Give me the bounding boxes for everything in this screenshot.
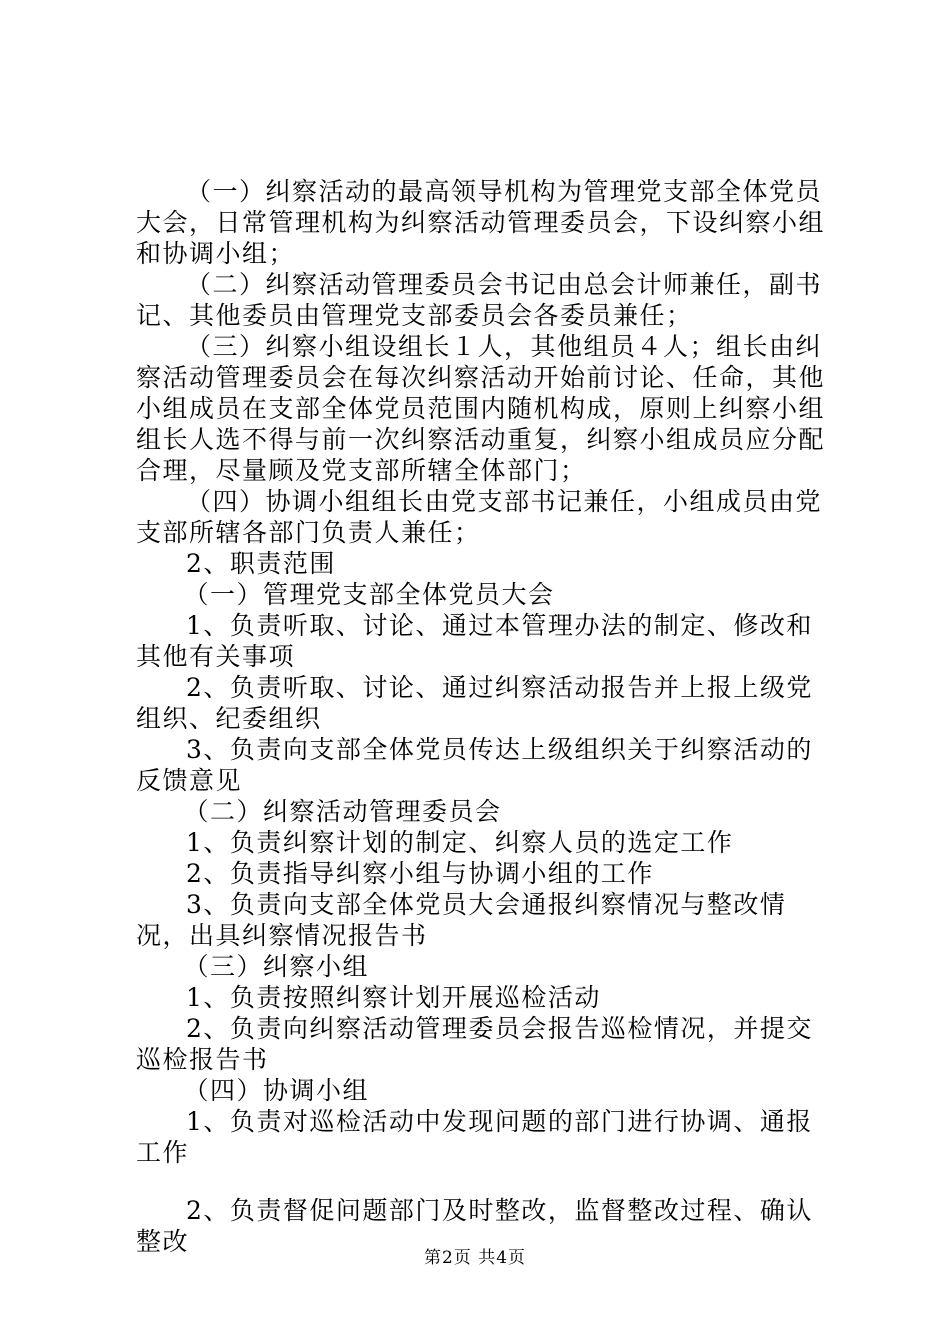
- list-item: 2、负责督促问题部门及时整改，监督整改过程、确认整改: [136, 1196, 813, 1256]
- page-number-footer: 第2页 共4页: [423, 1248, 527, 1268]
- section-heading: 2、职责范围: [186, 549, 336, 578]
- list-item: 2、负责向纠察活动管理委员会报告巡检情况，并提交巡检报告书: [136, 1014, 813, 1074]
- list-item: 2、负责指导纠察小组与协调小组的工作: [186, 859, 654, 888]
- paragraph: （四）协调小组组长由党支部书记兼任，小组成员由党支部所辖各部门负责人兼任；: [136, 487, 823, 547]
- list-item: 1、负责纠察计划的制定、纠察人员的选定工作: [186, 828, 734, 857]
- paragraph: （三）纠察小组设组长１人，其他组员４人；组长由纠察活动管理委员会在每次纠察活动开始前讨论、任命，其他小组成员在支部全体党员范围内随机构成，原则上纠察小组组长人选不得与前一次纠察活动重复，纠察小组成员应分配合理，尽量顾及党支部所辖全体部门；: [136, 332, 826, 485]
- subsection-heading: （二）纠察活动管理委员会: [183, 797, 502, 826]
- subsection-heading: （四）协调小组: [183, 1076, 370, 1105]
- subsection-heading: （三）纠察小组: [183, 952, 370, 981]
- list-item: 2、负责听取、讨论、通过纠察活动报告并上报上级党组织、纪委组织: [136, 673, 813, 733]
- document-body: [136, 176, 836, 1257]
- list-item: 1、负责听取、讨论、通过本管理办法的制定、修改和其他有关事项: [136, 611, 813, 671]
- list-item: 3、负责向支部全体党员大会通报纠察情况与整改情况，出具纠察情况报告书: [136, 890, 787, 950]
- list-item: 1、负责对巡检活动中发现问题的部门进行协调、通报工作: [136, 1107, 813, 1167]
- paragraph: （二）纠察活动管理委员会书记由总会计师兼任，副书记、其他委员由管理党支部委员会各委员兼任；: [136, 270, 823, 330]
- list-item: 3、负责向支部全体党员传达上级组织关于纠察活动的反馈意见: [136, 735, 813, 795]
- list-item: 1、负责按照纠察计划开展巡检活动: [186, 983, 601, 1012]
- subsection-heading: （一）管理党支部全体党员大会: [183, 580, 555, 609]
- paragraph: （一）纠察活动的最高领导机构为管理党支部全体党员大会，日常管理机构为纠察活动管理委员会，下设纠察小组和协调小组；: [136, 177, 826, 268]
